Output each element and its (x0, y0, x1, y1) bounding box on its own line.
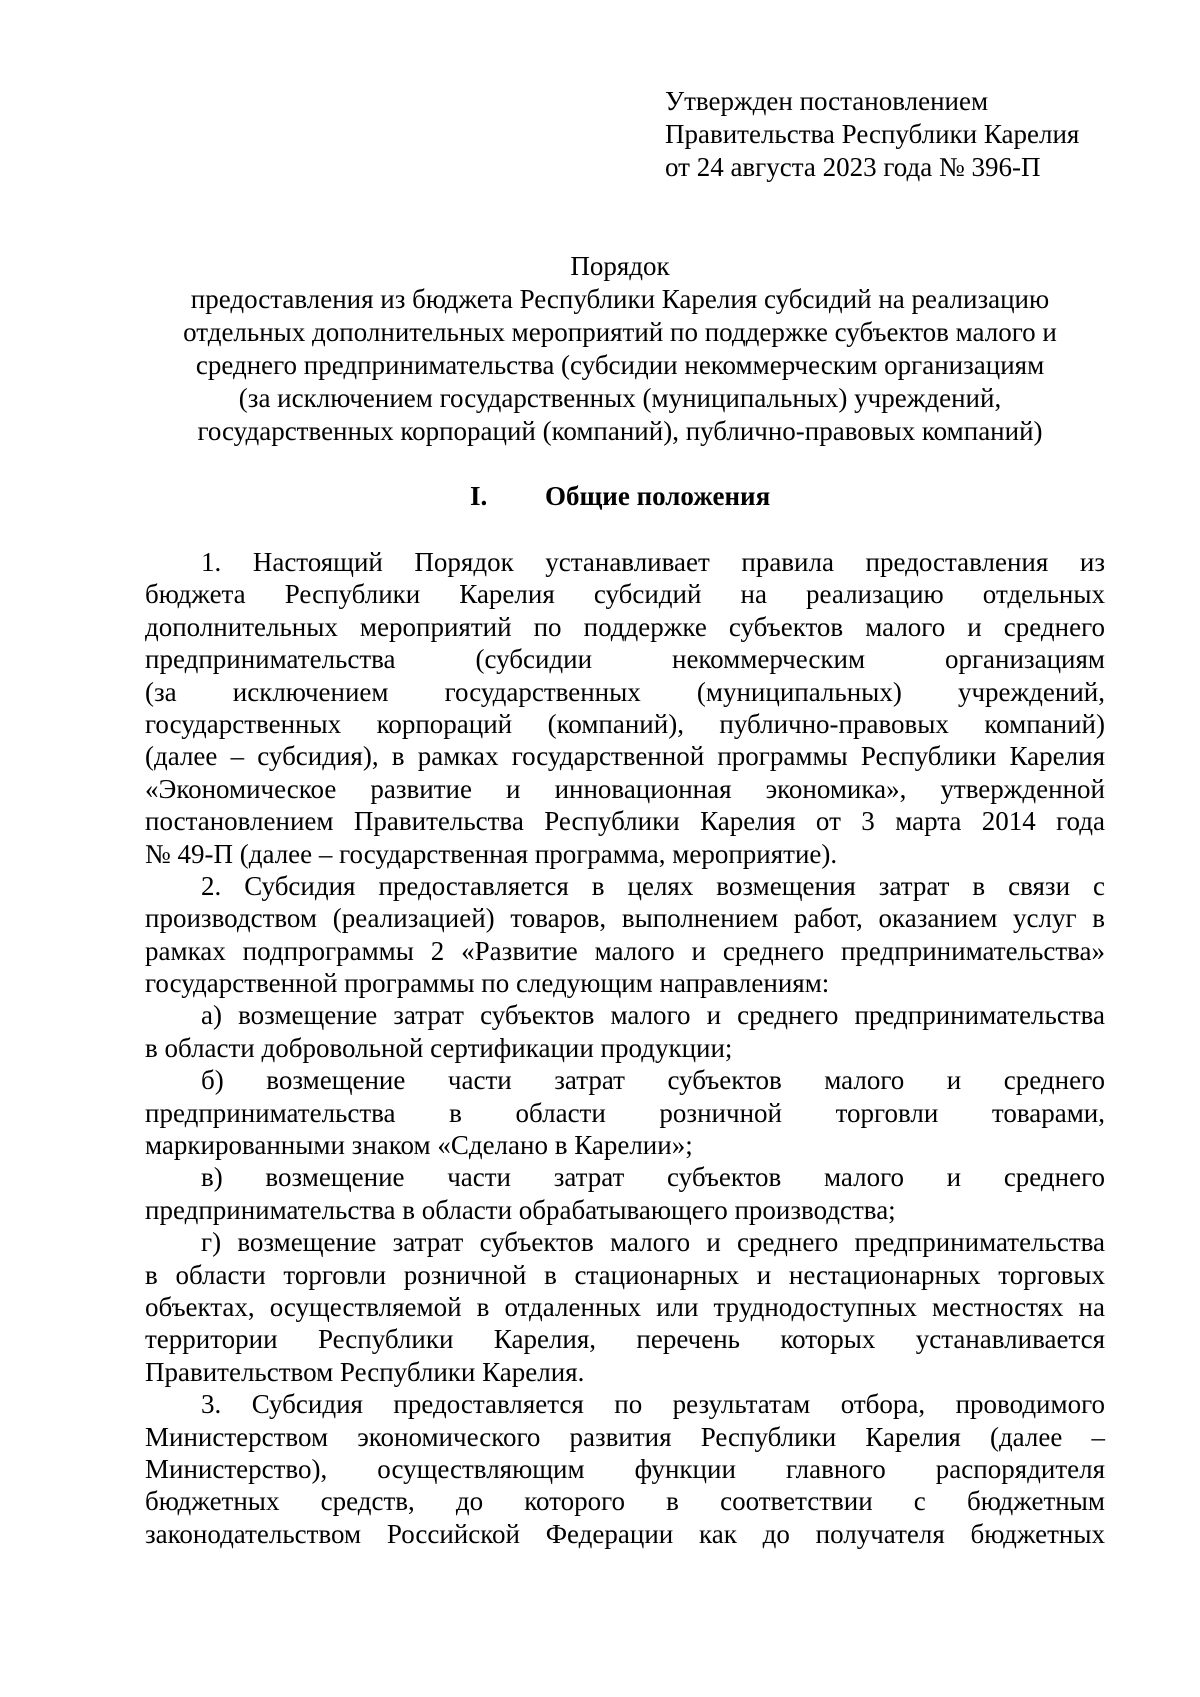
paragraph-line: рамках подпрограммы 2 «Развитие малого и среднего предпринимательства» (145, 935, 1105, 966)
paragraph-line: «Экономическое развитие и инновационная экономика», утвержденной (145, 773, 1105, 804)
title-line: среднего предпринимательства (субсидии некоммерческим организациям (195, 350, 1045, 380)
paragraph-line: государственной программы по следующим направлениям: (145, 968, 830, 999)
title-line: предоставления из бюджета Республики Карелия субсидий на реализацию (190, 284, 1050, 314)
title-line: отдельных дополнительных мероприятий по поддержке субъектов малого и (183, 317, 1057, 347)
paragraph-line: в) возмещение части затрат субъектов малого и среднего (201, 1162, 1105, 1193)
paragraph-line: территории Республики Карелия, перечень которых устанавливается (145, 1324, 1105, 1355)
paragraph-line: предпринимательства в области розничной торговли товарами, (145, 1097, 1105, 1128)
paragraph-line: (далее – субсидия), в рамках государственной программы Республики Карелия (145, 741, 1105, 772)
paragraph-line: в области добровольной сертификации продукции; (145, 1032, 733, 1063)
approval-line: Утвержден постановлением (665, 86, 989, 116)
paragraph-line: производством (реализацией) товаров, выполнением работ, оказанием услуг в (145, 903, 1105, 934)
paragraph-line: предпринимательства (субсидии некоммерческим организациям (145, 644, 1105, 675)
paragraph-line: Министерством экономического развития Республики Карелия (далее – (145, 1421, 1105, 1452)
paragraph-line: б) возмещение части затрат субъектов малого и среднего (201, 1065, 1105, 1096)
title-line: Порядок (570, 251, 670, 281)
paragraph-line: бюджетных средств, до которого в соответствии с бюджетным (145, 1486, 1105, 1517)
paragraph-line: 2. Субсидия предоставляется в целях возмещения затрат в связи с (201, 870, 1105, 901)
paragraph-line: Министерство), осуществляющим функции главного распорядителя (145, 1453, 1105, 1484)
paragraph-line: а) возмещение затрат субъектов малого и среднего предпринимательства (201, 1000, 1105, 1031)
paragraph-line: маркированными знаком «Сделано в Карелии»; (145, 1130, 693, 1161)
paragraph-line: (за исключением государственных (муниципальных) учреждений, (145, 676, 1105, 707)
approval-stamp (665, 85, 1079, 184)
paragraph-line: г) возмещение затрат субъектов малого и среднего предпринимательства (201, 1227, 1105, 1258)
paragraph-line: объектах, осуществляемой в отдаленных или труднодоступных местностях на (145, 1291, 1105, 1322)
paragraph-line: постановлением Правительства Республики Карелия от 3 марта 2014 года (145, 806, 1105, 837)
approval-line: от 24 августа 2023 года № 396-П (665, 152, 1041, 182)
paragraph-line: государственных корпораций (компаний), публично-правовых компаний) (145, 708, 1105, 739)
section-title: Общие положения (545, 481, 771, 511)
paragraph-line: 1. Настоящий Порядок устанавливает правила предоставления из (201, 547, 1105, 577)
paragraph-line: № 49-П (далее – государственная программа, мероприятие). (145, 838, 838, 869)
paragraph-line: Правительством Республики Карелия. (145, 1356, 585, 1387)
paragraph-line: предпринимательства в области обрабатывающего производства; (145, 1194, 896, 1225)
title-line: государственных корпораций (компаний), публично-правовых компаний) (197, 416, 1043, 446)
paragraph-line: 3. Субсидия предоставляется по результатам отбора, проводимого (201, 1389, 1105, 1420)
document-title (130, 250, 1110, 448)
paragraph-line: бюджета Республики Карелия субсидий на реализацию отдельных (145, 579, 1105, 610)
approval-line: Правительства Республики Карелия (665, 119, 1080, 149)
paragraph-line: в области торговли розничной в стационарных и нестационарных торговых (145, 1259, 1105, 1290)
title-line: (за исключением государственных (муниципальных) учреждений, (238, 383, 1002, 413)
paragraph-line: законодательством Российской Федерации как до получателя бюджетных (145, 1518, 1105, 1549)
section-number: I. (470, 481, 488, 511)
body-text (145, 546, 1105, 1550)
paragraph-line: дополнительных мероприятий по поддержке субъектов малого и среднего (145, 611, 1105, 642)
